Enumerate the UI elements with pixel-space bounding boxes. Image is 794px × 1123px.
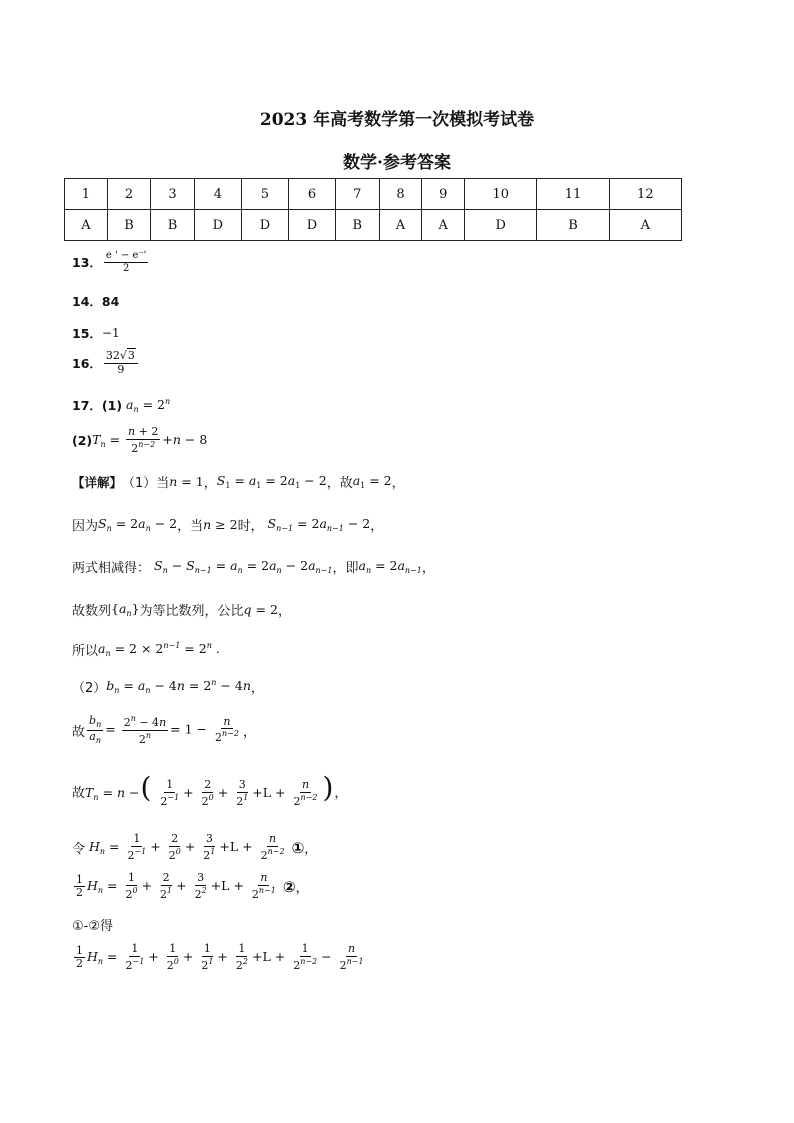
detail-text-when: （1）当 <box>122 476 170 491</box>
math-ratio: $\frac{b_n}{a_n}$ = $\frac{2^n - 4n}{2^n}$ = 1 − $\frac{n}{2^{n-2}}$ <box>89 714 239 746</box>
detail-text-therefore: 所以 <box>72 644 99 659</box>
comma: ， <box>370 519 384 534</box>
answer-table-answer-cell: D <box>465 210 537 241</box>
math-sn: $S_n = 2a_n - 2$ <box>98 516 178 533</box>
answer-table-answer-cell: B <box>107 210 151 241</box>
answer-table <box>64 178 682 241</box>
q16-coef: 32 <box>105 349 120 362</box>
detail-text-gu-2: 故 <box>72 785 86 801</box>
detail-text-subtract: 两式相减得： <box>72 561 151 576</box>
detail-line-3 <box>72 557 435 576</box>
q13-label: 13． <box>72 255 102 270</box>
math-tn: $T_n = n$ −( $\frac{1}{2^{-1}}$ + $\frac{2}{2^0}$ + $\frac{3}{2^1}$ +L + $\frac{n}{2^{n-2}}$ ) <box>85 771 334 808</box>
answer-table-answer-cell: B <box>151 210 195 241</box>
detail-line-12 <box>72 943 368 972</box>
answer-table-number-cell: 1 <box>65 179 108 210</box>
circled-one-icon: ① <box>291 838 305 857</box>
comma: ， <box>334 785 348 801</box>
math-half-hn: $\frac{1}{2}$ $H_n$ = $\frac{1}{2^0}$ + $\frac{2}{2^1}$ + $\frac{3}{2^2}$ +L + $\frac{n}{2^{n-1}}$ <box>76 871 276 901</box>
sqrt-icon: √3 <box>119 349 135 362</box>
q16-radicand: 3 <box>127 349 135 362</box>
detail-line-4 <box>72 600 291 619</box>
circled-two-icon: ② <box>282 877 296 896</box>
detail-text-when2: ，当 <box>177 519 204 534</box>
comma: ， <box>242 724 256 740</box>
math-seq: $\{a_n\}$ <box>111 601 140 618</box>
q17-part2-label: (2) <box>72 433 93 449</box>
detail-line-2 <box>72 515 383 534</box>
detail-text-seq: 故数列 <box>72 604 112 619</box>
page-subtitle: 数学·参考答案 <box>343 153 451 173</box>
q17-part2-answer: $T_n$ = $\frac{n + 2}{2^{n-2}}$ +n − 8 <box>92 425 208 455</box>
math-diff: $S_n - S_{n-1} = a_n = 2a_n - 2a_{n-1}$ <box>150 558 333 575</box>
answer-table-number-cell: 6 <box>288 179 335 210</box>
detail-text-time: 时， <box>237 519 264 534</box>
math-bn: $b_n = a_n - 4n = 2^n - 4n$ <box>106 678 251 695</box>
q17-part1-answer: $a_n = 2^n$ <box>122 396 171 414</box>
comma: ， <box>277 604 291 619</box>
q17-line <box>72 396 170 414</box>
detail-line-10 <box>72 872 309 901</box>
answer-table-answer-cell: B <box>336 210 380 241</box>
q17-part1-label: (1) <box>101 397 123 413</box>
answer-table-number-cell: 5 <box>241 179 288 210</box>
detail-line-9 <box>72 833 317 862</box>
detail-line-5 <box>72 640 220 659</box>
q13-denominator: 2 <box>122 262 130 274</box>
math-hn: $H_n$ = $\frac{1}{2^{-1}}$ + $\frac{2}{2^0}$ + $\frac{3}{2^1}$ +L + $\frac{n}{2^{n-2}}$ <box>85 832 285 862</box>
math-sn-1: $S_{n-1} = 2a_{n-1} - 2$ <box>263 516 371 533</box>
comma: ， <box>421 561 435 576</box>
answer-table-number-cell: 9 <box>422 179 465 210</box>
detail-text-because: 因为 <box>72 519 99 534</box>
q16-fraction <box>104 350 138 376</box>
q16-line <box>72 350 140 376</box>
q16-denominator: 9 <box>117 362 125 376</box>
q14-answer: 84 <box>101 293 120 309</box>
answer-table-number-cell: 10 <box>465 179 537 210</box>
answer-table-answer-row <box>65 210 682 241</box>
detail-line-1 <box>72 472 405 491</box>
detail-text-12: ①-②得 <box>72 919 113 934</box>
math-q: q = 2 <box>243 602 278 617</box>
detail-text-geo: 为等比数列，公比 <box>139 604 244 619</box>
detail-text-let: 令 <box>72 842 86 858</box>
comma: ， <box>295 881 309 897</box>
math-half-hn-diff: $\frac{1}{2}$ $H_n$ = $\frac{1}{2^{-1}}$ + $\frac{1}{2^0}$ + $\frac{1}{2^1}$ + $\frac{1}{2^2}$ +L + $\frac{1}{2^{n-2}}$ − $\frac{n}{2^{n-1}}$ <box>76 942 364 972</box>
q16-label: 16． <box>72 356 102 372</box>
detail-label: 【详解】 <box>72 474 123 490</box>
answer-table-number-cell: 4 <box>194 179 241 210</box>
q14-label: 14． <box>72 294 102 309</box>
answer-table-answer-cell: D <box>288 210 335 241</box>
math-n-eq-1: n = 1 <box>169 474 204 489</box>
math-an: $a_n = 2 \times 2^{n-1} = 2^n$ . <box>98 641 220 658</box>
q15-label: 15． <box>72 326 102 341</box>
answer-table-number-cell: 3 <box>151 179 195 210</box>
detail-text-part2: （2） <box>72 681 107 696</box>
detail-text-so: ，故 <box>326 476 353 491</box>
detail-text-gu-1: 故 <box>72 724 86 740</box>
comma: ， <box>391 476 405 491</box>
answer-table-answer-cell: B <box>537 210 609 241</box>
q15-answer: −1 <box>101 326 120 340</box>
answer-table-number-row <box>65 179 682 210</box>
answer-table-answer-cell: A <box>65 210 108 241</box>
q13-numerator: e ' − e⁻' <box>105 250 147 261</box>
math-recur: $a_n = 2a_{n-1}$ <box>358 558 422 575</box>
answer-table-answer-cell: D <box>241 210 288 241</box>
q13-line <box>72 250 150 274</box>
q17-part2-line <box>72 426 207 455</box>
answer-table-number-cell: 12 <box>609 179 681 210</box>
q17-label: 17． <box>72 398 102 413</box>
q14-line <box>72 292 119 310</box>
comma: ， <box>203 476 217 491</box>
comma: ， <box>250 681 264 696</box>
detail-line-8 <box>72 771 348 808</box>
detail-line-11 <box>72 915 113 934</box>
q13-fraction <box>104 250 149 274</box>
answer-table-answer-cell: D <box>194 210 241 241</box>
q15-line <box>72 324 120 342</box>
detail-line-6 <box>72 677 264 696</box>
math-a1: $a_1 = 2$ <box>352 473 392 490</box>
detail-text-ie: ，即 <box>332 561 359 576</box>
answer-table-answer-cell: A <box>422 210 465 241</box>
answer-table-answer-cell: A <box>609 210 681 241</box>
math-s1: $S_1 = a_1 = 2a_1 - 2$ <box>216 473 327 490</box>
detail-line-7 <box>72 714 256 746</box>
answer-table-number-cell: 8 <box>379 179 422 210</box>
answer-table-number-cell: 11 <box>537 179 609 210</box>
math-n-ge-2: n ≥ 2 <box>203 517 238 532</box>
comma: ， <box>304 842 318 858</box>
answer-table-number-cell: 7 <box>336 179 380 210</box>
page-title: 2023 年高考数学第一次模拟考试卷 <box>259 110 535 130</box>
q16-numerator <box>104 350 138 364</box>
answer-table-answer-cell: A <box>379 210 422 241</box>
answer-table-number-cell: 2 <box>107 179 151 210</box>
